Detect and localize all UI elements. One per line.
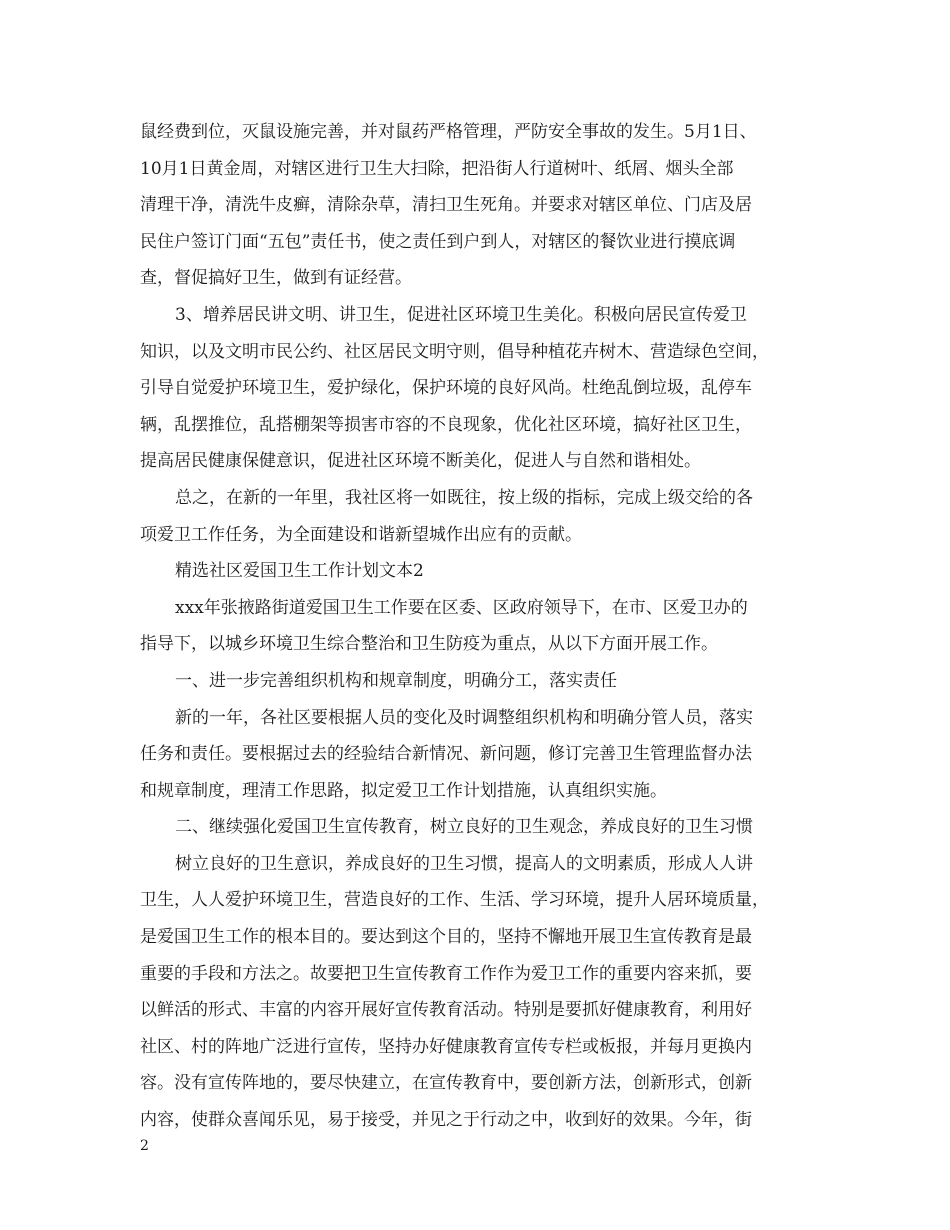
- text-line: 社区、村的阵地广泛进行宣传，坚持办好健康教育宣传专栏或板报，并每月更换内: [140, 1036, 752, 1057]
- text-line: 重要的手段和方法之。故要把卫生宣传教育工作作为爱卫工作的重要内容来抓，要: [140, 963, 752, 984]
- text-line: 和规章制度，理清工作思路，拟定爱卫工作计划措施，认真组织实施。: [140, 780, 667, 801]
- text-line: 项爱卫工作任务，为全面建设和谐新望城作出应有的贡献。: [140, 524, 582, 545]
- text-line: 清理干净，清洗牛皮癣，清除杂草，清扫卫生死角。并要求对辖区单位、门店及居: [140, 195, 752, 216]
- text-line: 民住户签订门面“五包”责任书，使之责任到户到人，对辖区的餐饮业进行摸底调: [140, 231, 736, 252]
- text-line: 指导下，以城乡环境卫生综合整治和卫生防疫为重点，从以下方面开展工作。: [140, 634, 718, 655]
- text-line: 鼠经费到位，灭鼠设施完善，并对鼠药严格管理，严防安全事故的发生。5月1日、: [140, 122, 757, 142]
- document-body: [140, 114, 830, 1139]
- text-line: 容。没有宣传阵地的，要尽快建立，在宣传教育中，要创新方法，创新形式，创新: [140, 1073, 752, 1094]
- text-line: 任务和责任。要根据过去的经验结合新情况、新问题，修订完善卫生管理监督办法: [140, 744, 752, 765]
- text-line: 辆，乱摆推位，乱搭棚架等损害市容的不良现象，优化社区环境，搞好社区卫生，: [140, 414, 752, 435]
- text-line: 以鲜活的形式、丰富的内容开展好宣传教育活动。特别是要抓好健康教育，利用好: [140, 1000, 752, 1021]
- text-line: 卫生，人人爱护环境卫生，营造良好的工作、生活、学习环境，提升人居环境质量，: [140, 890, 769, 911]
- text-line: 知识，以及文明市民公约、社区居民文明守则，倡导种植花卉树木、营造绿色空间，: [140, 341, 769, 362]
- text-line: 树立良好的卫生意识，养成良好的卫生习惯，提高人的文明素质，形成人人讲: [175, 853, 753, 874]
- text-line: 二、继续强化爱国卫生宣传教育，树立良好的卫生观念，养成良好的卫生习惯: [175, 817, 753, 838]
- text-line: 总之，在新的一年里，我社区将一如既往，按上级的指标，完成上级交给的各: [175, 487, 753, 508]
- text-line: 引导自觉爱护环境卫生，爱护绿化，保护环境的良好风尚。杜绝乱倒垃圾，乱停车: [140, 378, 752, 399]
- text-line: xxx年张掖路街道爱国卫生工作要在区委、区政府领导下，在市、区爱卫办的: [175, 597, 748, 618]
- text-line: 查，督促搞好卫生，做到有证经营。: [140, 268, 412, 289]
- text-line: 精选社区爱国卫生工作计划文本2: [175, 561, 424, 582]
- text-line: 一、进一步完善组织机构和规章制度，明确分工，落实责任: [175, 670, 617, 691]
- text-line: 新的一年，各社区要根据人员的变化及时调整组织机构和明确分管人员，落实: [175, 707, 753, 728]
- text-line: 内容，使群众喜闻乐见，易于接受，并见之于行动之中，收到好的效果。今年，街: [140, 1110, 752, 1131]
- text-line: 10月1日黄金周，对辖区进行卫生大扫除，把沿街人行道树叶、纸屑、烟头全部: [140, 158, 734, 179]
- page-number: 2: [140, 1138, 149, 1154]
- text-line: 3、增养居民讲文明、讲卫生，促进社区环境卫生美化。积极向居民宣传爱卫: [175, 304, 747, 325]
- text-line: 是爱国卫生工作的根本目的。要达到这个目的，坚持不懈地开展卫生宣传教育是最: [140, 927, 752, 948]
- text-line: 提高居民健康保健意识，促进社区环境不断美化，促进人与自然和谐相处。: [140, 451, 701, 472]
